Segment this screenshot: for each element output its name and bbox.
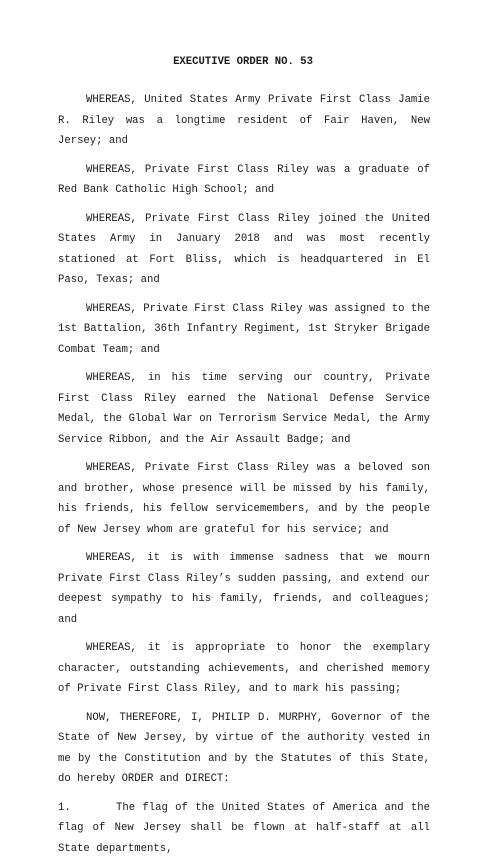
document-body: [58, 90, 430, 867]
order-paragraph: NOW, THEREFORE, I, PHILIP D. MURPHY, Governor of the State of New Jersey, by virtue of the authority vested in me by the Constitution and by the Statutes of this State, do hereby ORDER and DIRECT:: [58, 711, 430, 785]
whereas-paragraph-assignment: WHEREAS, Private First Class Riley was assigned to the 1st Battalion, 36th Infantry Regiment, 1st Stryker Brigade Combat Team; and: [58, 302, 430, 356]
whereas-paragraph-school: WHEREAS, Private First Class Riley was a graduate of Red Bank Catholic High School; and: [58, 163, 430, 196]
whereas-paragraph-honor: WHEREAS, it is appropriate to honor the exemplary character, outstanding achievements, and cherished memory of Private First Class Riley, and to mark his passing;: [58, 642, 430, 695]
whereas-paragraph-residence: WHEREAS, United States Army Private First Class Jamie R. Riley was a longtime resident of Fair Haven, New Jersey; and: [58, 94, 430, 147]
whereas-paragraph-family: WHEREAS, Private First Class Riley was a beloved son and brother, whose presence will be missed by his family, his friends, his fellow servicemembers, and by the people of New Jersey whom are grateful for his service; and: [58, 462, 430, 536]
whereas-paragraph-sympathy: WHEREAS, it is with immense sadness that we mourn Private First Class Riley’s sudden passing, and extend our deepest sympathy to his family, friends, and colleagues; and: [58, 552, 430, 626]
whereas-paragraph-awards: WHEREAS, in his time serving our country, Private First Class Riley earned the National Defense Service Medal, the Global War on Terrorism Service Medal, the Army Service Ribbon, and the Air Assault Badge; and: [58, 372, 430, 446]
order-item-1-number: 1.: [58, 801, 71, 814]
order-item-1-text: The flag of the United States of America and the flag of New Jersey shall be flown at half-staff at all State departments,: [58, 801, 430, 855]
order-item-1: [58, 798, 430, 860]
document-title: EXECUTIVE ORDER NO. 53: [173, 56, 313, 68]
whereas-paragraph-enlistment: WHEREAS, Private First Class Riley joined the United States Army in January 2018 and was most recently stationed at Fort Bliss, which is headquartered in El Paso, Texas; and: [58, 212, 430, 286]
